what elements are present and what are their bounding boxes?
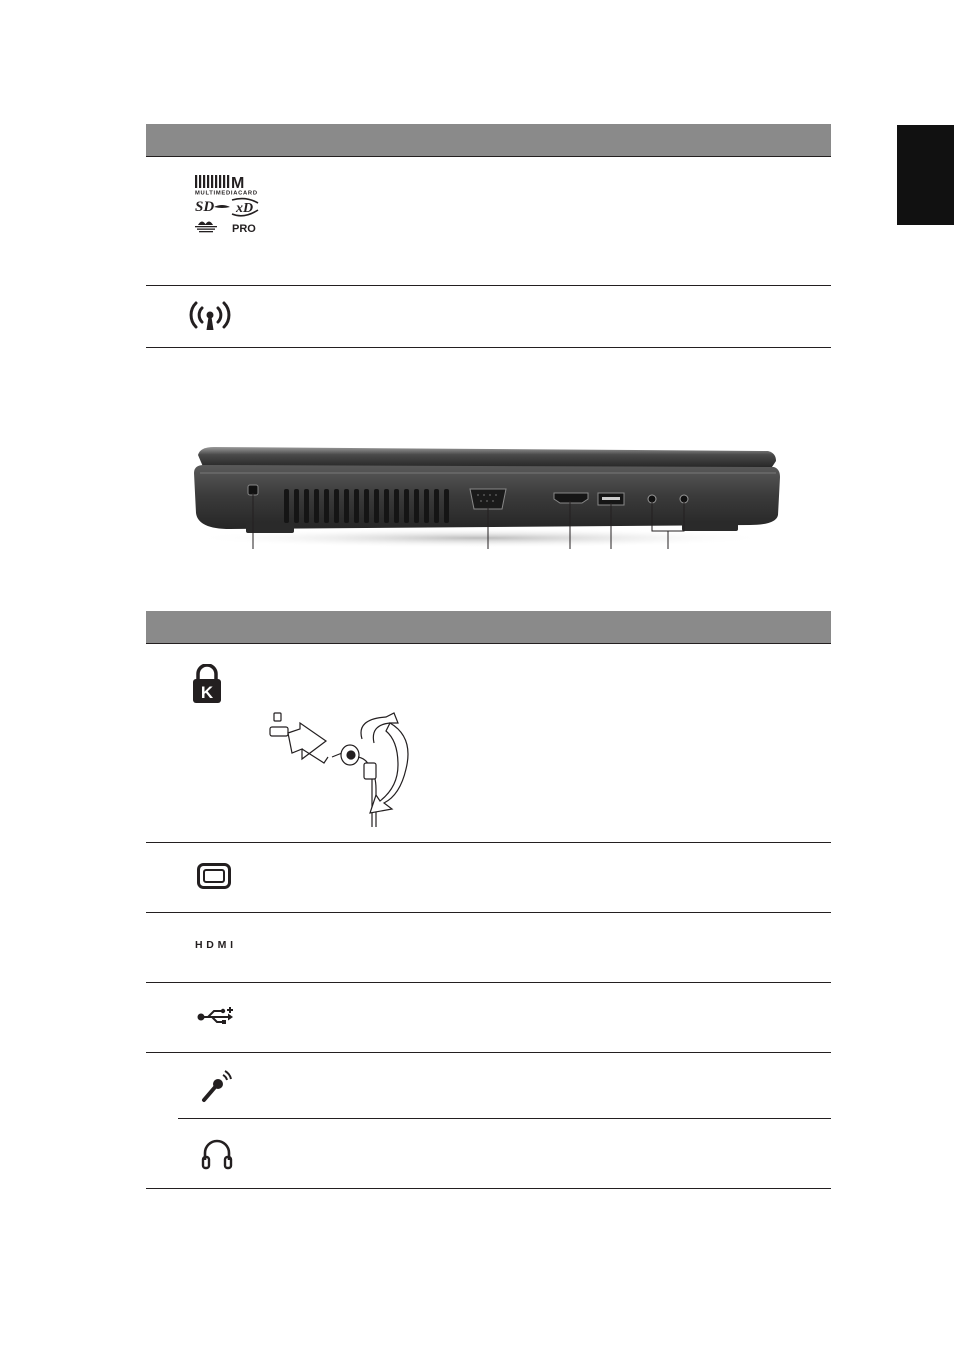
memory-card-formats-icon (194, 173, 260, 235)
usb-port-icon (196, 1005, 234, 1027)
vga-port (470, 489, 506, 509)
table-row-microphone (146, 1053, 831, 1119)
table-row-card-reader (146, 157, 831, 286)
external-display-port-icon (197, 863, 231, 889)
table-row-usb (146, 983, 831, 1053)
hdmi-port-icon (195, 938, 235, 950)
table-header (146, 611, 831, 644)
svg-text:PRO: PRO (232, 223, 256, 235)
hdmi-port (554, 493, 588, 503)
laptop-left-side-view (190, 433, 790, 551)
table-header (146, 124, 831, 157)
language-side-tab (897, 125, 954, 225)
kensington-lock-diagram (266, 709, 442, 827)
svg-text:M: M (231, 175, 245, 192)
table-row-hdmi (146, 913, 831, 983)
ports-table (146, 611, 831, 1189)
wireless-communication-icon (188, 299, 232, 333)
cooling-vent (284, 489, 449, 523)
svg-text:MULTIMEDIACARD: MULTIMEDIACARD (195, 190, 257, 197)
svg-text:HDMI: HDMI (195, 939, 233, 950)
kensington-lock-icon (190, 664, 224, 704)
table-row-kensington (146, 644, 831, 843)
table-row-headphone (146, 1119, 831, 1189)
foot-right (682, 521, 738, 531)
microphone-jack-icon (200, 1069, 232, 1103)
table-row-wireless (146, 286, 831, 348)
headphone-jack-icon (201, 1138, 233, 1170)
card-reader-table (146, 124, 831, 348)
svg-text:xD: xD (236, 201, 254, 216)
svg-text:SD: SD (195, 199, 215, 215)
svg-text:K: K (200, 683, 214, 702)
table-row-external-display (146, 843, 831, 913)
